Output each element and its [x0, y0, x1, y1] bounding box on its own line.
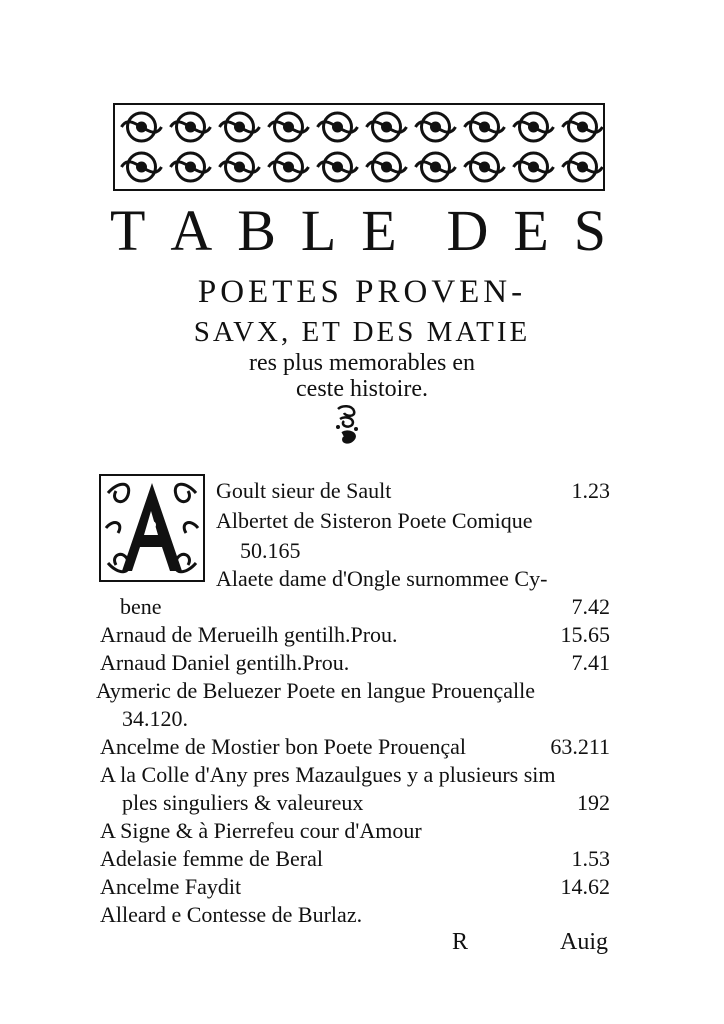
title-letter: B	[237, 198, 276, 263]
title-letter: E	[361, 198, 397, 263]
page-title	[110, 196, 606, 266]
entry-text: Alleard e Contesse de Burlaz.	[100, 902, 363, 927]
list-item	[216, 564, 610, 594]
subtitle-line-4: ceste histoire.	[296, 376, 428, 402]
entry-pages: 1.23	[571, 478, 610, 503]
list-item	[100, 872, 610, 902]
list-item	[100, 900, 610, 930]
entry-pages: 192	[577, 790, 610, 815]
subtitle-line-2: SAVX, ET DES MATIE	[193, 316, 531, 348]
entry-text: Aymeric de Beluezer Poete en langue Prouençalle	[96, 678, 536, 703]
list-item	[100, 732, 610, 762]
entry-text: Arnaud de Merueilh gentilh.Prou.	[100, 622, 398, 647]
subtitle-line-1: POETES PROVEN-	[197, 274, 527, 310]
list-item	[100, 816, 610, 846]
subtitle-line-3: res plus memorables en	[249, 350, 475, 376]
entry-text: Ancelme de Mostier bon Poete Prouençal	[100, 734, 466, 759]
entry-text: Albertet de Sisteron Poete Comique	[216, 508, 533, 533]
list-item	[120, 592, 610, 622]
entry-pages: 7.42	[571, 594, 610, 619]
entry-text: ples singuliers & valeureux	[122, 790, 364, 815]
entry-pages: 14.62	[560, 874, 610, 899]
list-item	[100, 648, 610, 678]
entry-pages: 1.53	[571, 846, 610, 871]
entry-text: bene	[120, 594, 162, 619]
title-letter: L	[300, 198, 337, 263]
list-item	[216, 506, 610, 536]
entry-pages: 15.65	[560, 622, 610, 647]
entry-pages: 63.211	[550, 734, 610, 759]
list-item	[240, 536, 360, 566]
entry-text: 50.165	[240, 538, 301, 563]
list-item	[122, 788, 610, 818]
fleuron-icon	[332, 403, 362, 447]
list-item	[96, 676, 610, 706]
list-item	[100, 760, 614, 790]
catchword: Auig	[560, 929, 608, 955]
entry-text: A Signe & à Pierrefeu cour d'Amour	[100, 818, 422, 843]
ornamental-band-icon	[113, 103, 605, 191]
entry-text: Ancelme Faydit	[100, 874, 242, 899]
title-letter: A	[170, 198, 213, 263]
title-letter: T	[110, 198, 146, 263]
entry-text: Alaete dame d'Ongle surnommee Cy-	[216, 566, 548, 591]
title-letter: E	[513, 198, 549, 263]
list-item	[100, 844, 610, 874]
list-item	[100, 620, 610, 650]
list-item	[122, 704, 242, 734]
entry-text: Adelasie femme de Beral	[100, 846, 323, 871]
entry-text: Goult sieur de Sault	[216, 478, 392, 503]
title-letter: D	[446, 198, 489, 263]
signature-mark: R	[452, 929, 469, 955]
title-letter: S	[573, 198, 606, 263]
entry-text: Arnaud Daniel gentilh.Prou.	[100, 650, 350, 675]
entry-text: 34.120.	[122, 706, 188, 731]
decorated-initial-a-icon	[98, 473, 206, 583]
entry-text: A la Colle d'Any pres Mazaulgues y a plusieurs sim	[100, 762, 556, 787]
list-item	[216, 476, 610, 506]
entry-pages: 7.41	[571, 650, 610, 675]
